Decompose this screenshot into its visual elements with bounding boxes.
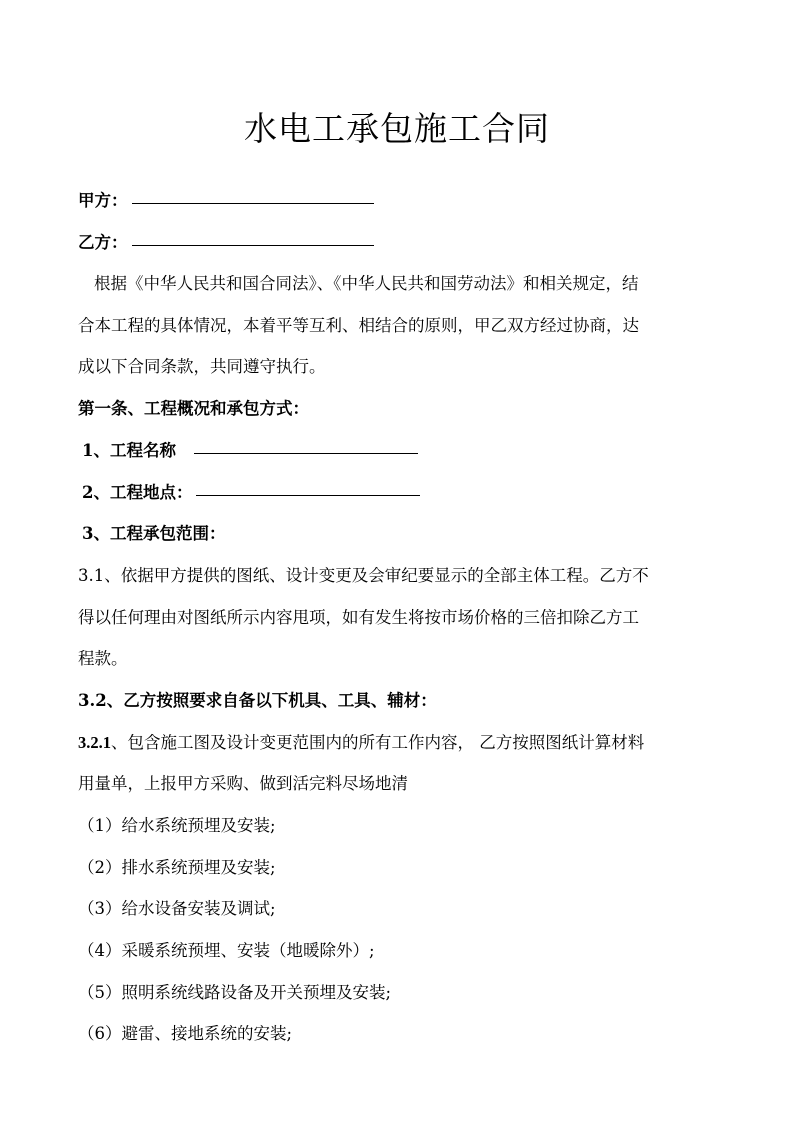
article1-heading: 第一条、工程概况和承包方式： — [78, 399, 309, 418]
party-a-label: 甲方： — [78, 191, 128, 210]
scope-item-4: （4）采暖系统预埋、安装（地暖除外）; — [78, 941, 375, 960]
scope-item-2: （2）排水系统预埋及安装; — [78, 858, 276, 877]
scope-item-5: （5）照明系统线路设备及开关预埋及安装; — [78, 983, 392, 1002]
intro-line-2: 合本工程的具体情况，本着平等互利、相结合的原则，甲乙双方经过协商，达 — [78, 316, 639, 335]
project-location-label: 2、工程地点： — [82, 483, 193, 502]
clause-3-2: 3.2、乙方按照要求自备以下机具、工具、辅材： — [78, 691, 437, 710]
scope-item-1: （1）给水系统预埋及安装; — [78, 816, 276, 835]
clause-3-2-1-line-2: 用量单，上报甲方采购、做到活完料尽场地清 — [78, 774, 408, 793]
project-location-blank[interactable] — [196, 494, 420, 496]
clause-3-2-1-line-1 — [78, 731, 720, 755]
item1-line — [82, 439, 724, 463]
intro-line-1: 根据《中华人民共和国合同法》、《中华人民共和国劳动法》和相关规定，结 — [94, 274, 639, 293]
clause-3-1-line-1: 3.1、依据甲方提供的图纸、设计变更及会审纪要显示的全部主体工程。乙方不 — [78, 566, 649, 585]
clause-3-1-line-3: 程款。 — [78, 649, 128, 668]
item3-line: 3、工程承包范围： — [82, 524, 226, 543]
party-b-label: 乙方： — [78, 233, 128, 252]
party-a-blank[interactable] — [132, 202, 374, 204]
scope-item-6: （6）避雷、接地系统的安装; — [78, 1024, 293, 1043]
project-name-label: 1、工程名称 — [82, 441, 176, 460]
scope-item-3: （3）给水设备安装及调试; — [78, 899, 276, 918]
intro-line-3: 成以下合同条款，共同遵守执行。 — [78, 357, 326, 376]
item2-line — [82, 481, 724, 505]
clause-3-2-1-number: 3.2.1 — [78, 733, 111, 752]
party-a-line — [78, 189, 720, 213]
document-title: 水电工承包施工合同 — [244, 109, 550, 148]
party-b-blank[interactable] — [132, 244, 374, 246]
party-b-line — [78, 231, 720, 255]
clause-3-2-1-text: 、包含施工图及设计变更范围内的所有工作内容， 乙方按照图纸计算材料 — [111, 733, 645, 752]
project-name-blank[interactable] — [194, 452, 418, 454]
clause-3-1-line-2: 得以任何理由对图纸所示内容甩项，如有发生将按市场价格的三倍扣除乙方工 — [78, 608, 639, 627]
